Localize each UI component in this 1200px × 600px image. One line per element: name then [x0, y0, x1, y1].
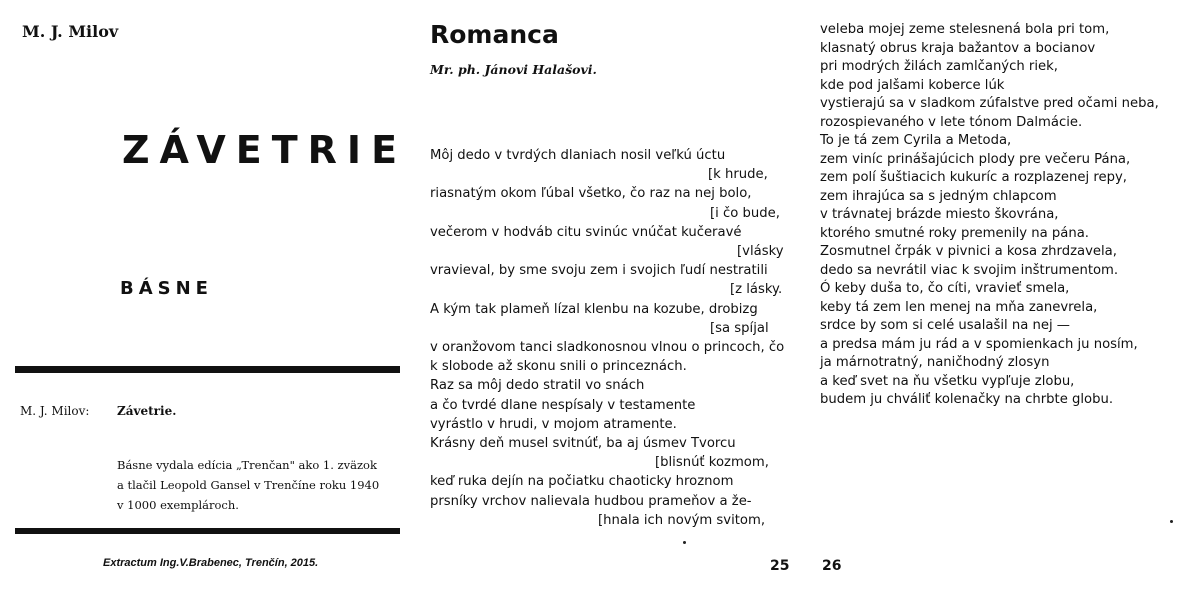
poem-line: a čo tvrdé dlane nespísaly v testamente [430, 397, 696, 413]
poem-line: Krásny deň musel svitnúť, ba aj úsmev Tvorcu [430, 436, 736, 451]
poem-line: Zosmutnel črpák v pivnici a kosa zhrdzavela, [820, 244, 1117, 259]
poem-line: v oranžovom tanci sladkonosnou vlnou o princoch, čo [430, 340, 785, 355]
extractum-footer: Extractum Ing.V.Brabenec, Trenčín, 2015. [103, 557, 319, 569]
poem-line: a predsa mám ju rád a v spomienkach ju nosím, [820, 336, 1138, 352]
poem-title: Romanca [430, 20, 559, 49]
poem-line: Ó keby duša to, čo cíti, vravieť smela, [820, 281, 1070, 296]
poem-line: vyrástlo v hrudi, v mojom atramente. [430, 416, 677, 432]
poem-line: [hnala ich novým svitom, [598, 512, 766, 528]
poem-line: [z lásky. [730, 282, 783, 298]
poem-line: k slobode až skonu snili o princeznách. [430, 359, 687, 375]
poem-line: a keď svet na ňu všetku vypľuje zlobu, [820, 373, 1075, 389]
poem-line: ktorého smutné roky premenily na pána. [820, 225, 1089, 241]
poem-line: [sa spíjal [710, 320, 769, 336]
page-number: 26 [822, 558, 842, 574]
poem-line: srdce by som si celé usalašil na nej — [820, 318, 1070, 333]
poem-line: zem viníc prinášajúcich plody pre večeru Pána, [820, 151, 1131, 167]
poem-line: keď ruka dejín na počiatku chaoticky hroznom [430, 474, 734, 490]
poem-line: [vlásky [737, 244, 784, 259]
poem-line: večerom v hodváb citu svinúc vnúčat kučeravé [430, 224, 742, 240]
poem-line: riasnatým okom ľúbal všetko, čo raz na nej bolo, [430, 186, 752, 202]
poem-line: To je tá zem Cyrila a Metoda, [820, 133, 1012, 148]
colophon-line: v 1000 exemplároch. [117, 498, 239, 512]
ink-speck [683, 541, 686, 544]
poem-line: vystierajú sa v sladkom zúfalstve pred očami neba, [820, 96, 1159, 111]
book-subtitle: BÁSNE [120, 278, 213, 299]
poem-line: klasnatý obrus kraja bažantov a bocianov [820, 40, 1096, 56]
divider-rule [15, 366, 400, 373]
poem-line: Raz sa môj dedo stratil vo snách [430, 378, 645, 394]
ink-speck [1170, 520, 1173, 523]
poem-line: vravieval, by sme svoju zem i svojich ľudí nestratili [430, 263, 768, 279]
poem-line: Môj dedo v tvrdých dlaniach nosil veľkú úctu [430, 148, 726, 163]
author-name: M. J. Milov [22, 22, 119, 41]
poem-line: [i čo bude, [710, 205, 780, 221]
poem-line: kde pod jalšami koberce lúk [820, 77, 1005, 93]
colophon-text [117, 455, 379, 515]
page-number: 25 [770, 558, 790, 574]
poem-line: keby tá zem len menej na mňa zanevrela, [820, 299, 1098, 315]
colophon-line: a tlačil Leopold Gansel v Trenčíne roku 1940 [117, 478, 380, 492]
poem-line: [blisnúť kozmom, [655, 455, 769, 471]
poem-line: veleba mojej zeme stelesnená bola pri tom, [820, 22, 1110, 37]
poem-line: v trávnatej brázde miesto škovrána, [820, 207, 1059, 222]
poem-line: zem ihrajúca sa s jedným chlapcom [820, 188, 1057, 204]
poem-line: [k hrude, [708, 167, 768, 183]
poem-line: budem ju chváliť kolenačky na chrbte globu. [820, 392, 1114, 407]
poem-line: prsníky vrchov nalievala hudbou prameňov a že- [430, 493, 752, 509]
poem-line: dedo sa nevrátil viac k svojim inštrumentom. [820, 262, 1119, 278]
poem-line: zem polí šuštiacich kukuríc a rozplazenej repy, [820, 170, 1127, 185]
poem-line: rozospievaného v lete tónom Dalmácie. [820, 114, 1083, 130]
colophon-line: Básne vydala edícia „Trenčan" ako 1. zväzok [117, 458, 377, 472]
colophon-author: M. J. Milov: [20, 404, 90, 418]
poem-line: pri modrých žilách zamlčaných riek, [820, 59, 1058, 74]
book-title: ZÁVETRIE [122, 128, 408, 172]
poem-dedication: Mr. ph. Jánovi Halašovi. [430, 62, 597, 77]
poem-line: A kým tak plameň lízal klenbu na kozube, drobizg [430, 301, 758, 317]
divider-rule [15, 528, 400, 534]
colophon-title: Závetrie. [117, 404, 177, 418]
poem-line: ja márnotratný, naničhodný zlosyn [820, 355, 1050, 370]
